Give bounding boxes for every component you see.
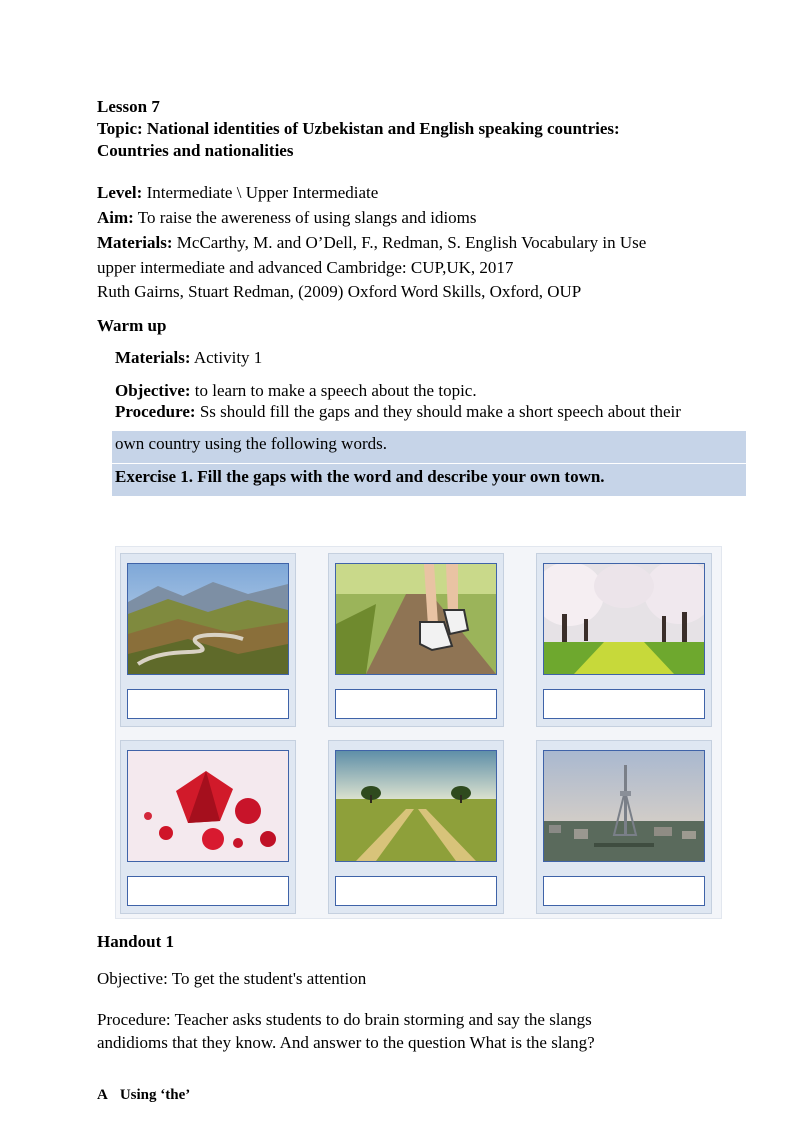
objective-label: Objective: (115, 381, 191, 400)
materials-label: Materials: (97, 233, 173, 252)
handout-procedure-line-2: andidioms that they know. And answer to the question What is the slang? (97, 1033, 595, 1052)
procedure-line-2: own country using the following words. (115, 434, 387, 453)
materials-line-3: Ruth Gairns, Stuart Redman, (2009) Oxford Word Skills, Oxford, OUP (97, 282, 582, 301)
warmup-procedure (115, 402, 681, 422)
answer-box[interactable] (543, 876, 705, 906)
answer-box[interactable] (543, 689, 705, 719)
crossroads-field-photo (335, 750, 497, 862)
aim-value: To raise the awereness of using slangs and idioms (133, 208, 477, 227)
aim-label: Aim: (97, 208, 134, 227)
objective-value: to learn to make a speech about the topic. (190, 381, 477, 400)
tv-tower-city-photo (543, 750, 705, 862)
picture-card (328, 740, 504, 914)
picture-card (536, 740, 712, 914)
mountain-road-photo (127, 563, 289, 675)
picture-card (120, 553, 296, 727)
level-line (97, 183, 378, 203)
blossom-orchard-photo (543, 563, 705, 675)
section-a-heading (97, 1087, 190, 1104)
warmup-materials (115, 348, 262, 368)
answer-box[interactable] (127, 689, 289, 719)
lesson-number: Lesson 7 (97, 97, 160, 116)
warmup-materials-label: Materials: (115, 348, 191, 367)
aim-line (97, 208, 477, 228)
topic-line-1: Topic: National identities of Uzbekistan and English speaking countries: (97, 119, 620, 138)
materials-value: McCarthy, M. and O’Dell, F., Redman, S. English Vocabulary in Use (172, 233, 647, 252)
warmup-heading: Warm up (97, 316, 167, 335)
handout-objective: Objective: To get the student's attention (97, 969, 367, 988)
materials-line-2: upper intermediate and advanced Cambridge: CUP,UK, 2017 (97, 258, 514, 277)
picture-card (536, 553, 712, 727)
answer-box[interactable] (335, 876, 497, 906)
section-title: Using ‘the’ (119, 1087, 191, 1103)
answer-box[interactable] (127, 876, 289, 906)
handout-procedure-line-1: Procedure: Teacher asks students to do brain storming and say the slangs (97, 1010, 592, 1029)
topic-line-2: Countries and nationalities (97, 141, 294, 160)
level-label: Level: (97, 183, 143, 202)
walking-feet-photo (335, 563, 497, 675)
handout-heading: Handout 1 (97, 932, 174, 951)
section-letter: A (97, 1087, 108, 1103)
answer-box[interactable] (335, 689, 497, 719)
red-gems-photo (127, 750, 289, 862)
picture-card (120, 740, 296, 914)
warmup-materials-value: Activity 1 (190, 348, 263, 367)
materials-line (97, 233, 646, 253)
exercise-instruction: Exercise 1. Fill the gaps with the word and describe your own town. (115, 467, 605, 486)
picture-card (328, 553, 504, 727)
level-value: Intermediate \ Upper Intermediate (142, 183, 379, 202)
procedure-label: Procedure: (115, 402, 196, 421)
procedure-value: Ss should fill the gaps and they should make a short speech about their (195, 402, 681, 421)
picture-grid (115, 546, 722, 919)
warmup-objective (115, 381, 477, 401)
